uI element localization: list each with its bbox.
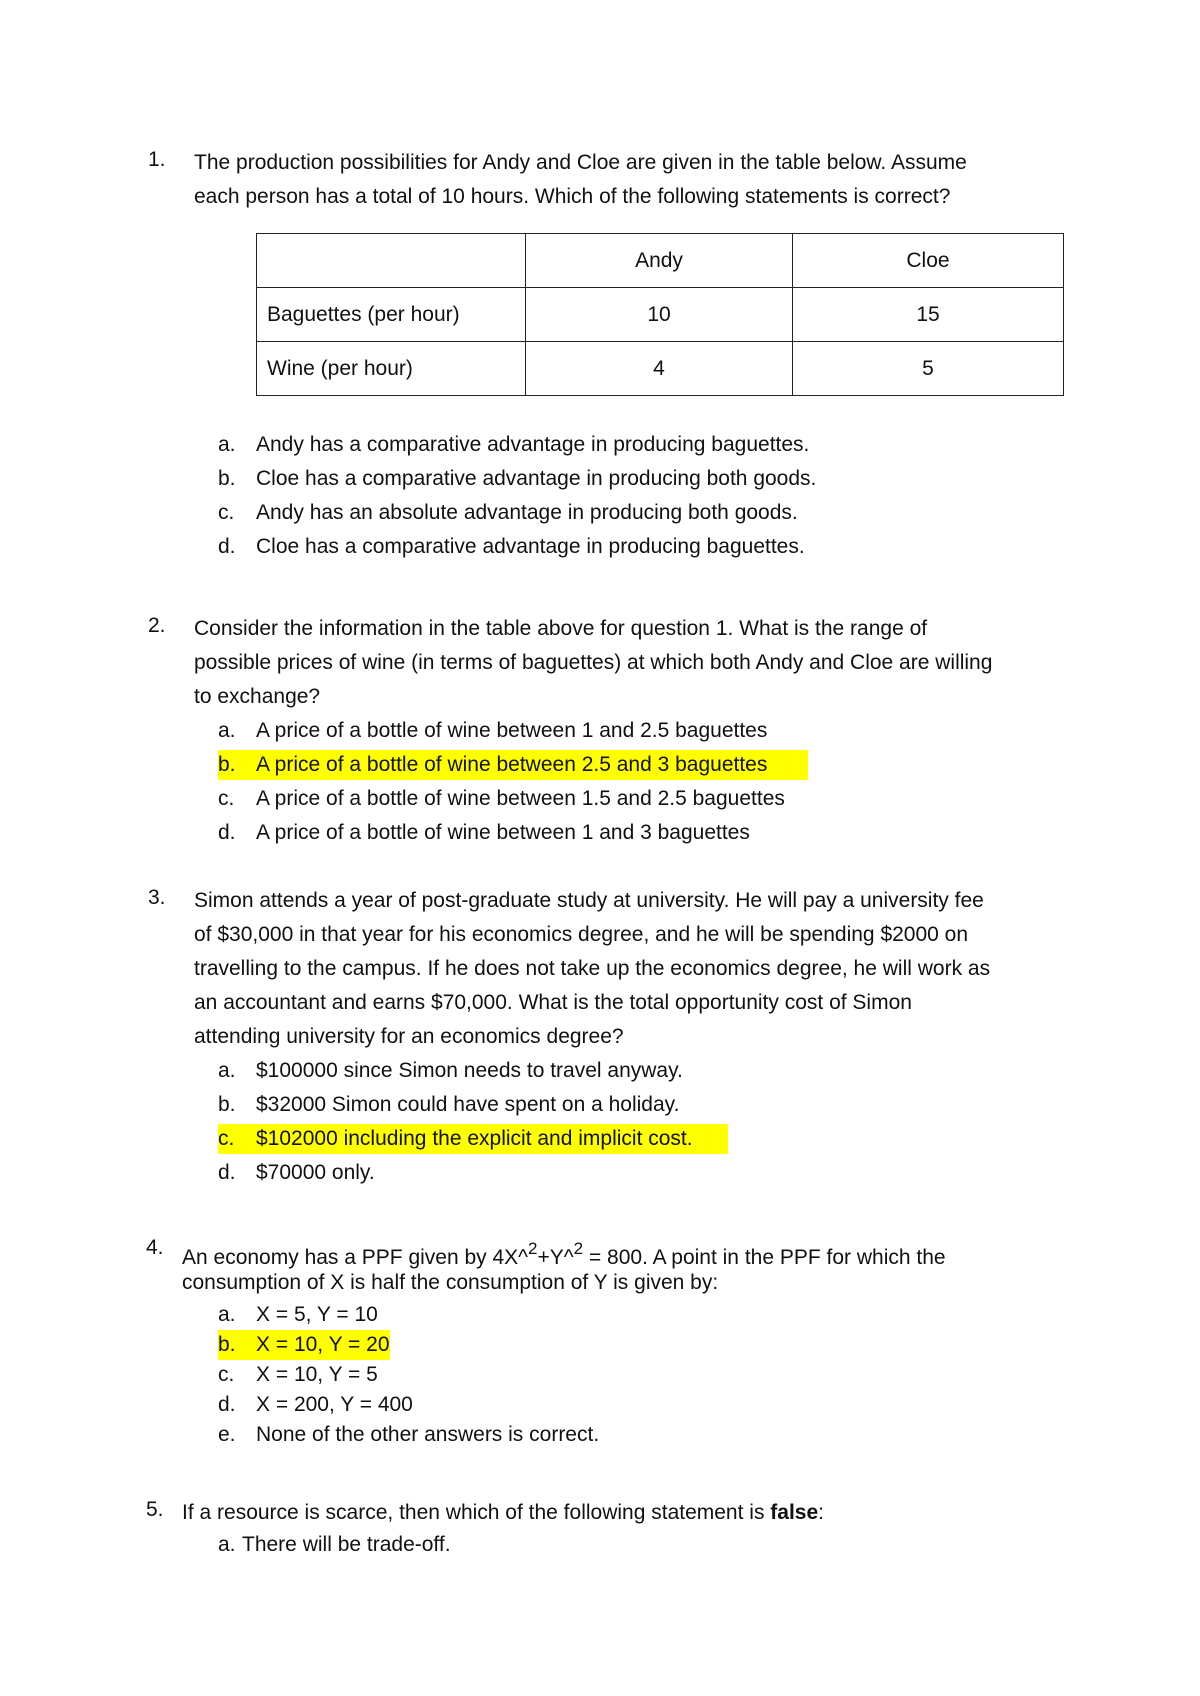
question-number: 3. bbox=[148, 886, 166, 909]
question-number: 2. bbox=[148, 614, 166, 637]
table-header-cell: Andy bbox=[526, 234, 793, 288]
production-table bbox=[256, 233, 1064, 396]
table-cell: Baguettes (per hour) bbox=[257, 288, 526, 342]
emphasis-false: false bbox=[770, 1501, 819, 1524]
question-text: each person has a total of 10 hours. Which of the following statements is correct? bbox=[194, 185, 951, 208]
table-row bbox=[257, 342, 1064, 396]
table-header-cell bbox=[257, 234, 526, 288]
question-text: to exchange? bbox=[194, 685, 321, 708]
question-text: travelling to the campus. If he does not take up the economics degree, he will work as bbox=[194, 957, 991, 980]
question-text: of $30,000 in that year for his economics degree, and he will be spending $2000 on bbox=[194, 923, 969, 946]
question-text: Consider the information in the table above for question 1. What is the range of bbox=[194, 617, 928, 640]
question-text: Simon attends a year of post-graduate study at university. He will pay a university fee bbox=[194, 889, 984, 912]
question-number: 4. bbox=[146, 1236, 164, 1259]
table-cell: 4 bbox=[526, 342, 793, 396]
table-header-cell: Cloe bbox=[793, 234, 1064, 288]
table-header-row bbox=[257, 234, 1064, 288]
question-text: The production possibilities for Andy and Cloe are given in the table below. Assume bbox=[194, 151, 967, 174]
question-number: 1. bbox=[148, 148, 166, 171]
document-page: 1. The production possibilities for Andy and Cloe are given in the table below. Assume each person has a total of 10 hours. Which of the following statements is correct? Andy Cloe Baguettes (per hour) 10 15 Wine (per hour) 4 5 a. Andy has a comparative advantage in producing baguettes. b. Cloe has a comparative advantage in producing both goods. c. Andy has an absolute advantage in producing both goods. d. Cloe has a comparative advantage in producing baguettes. 2. Consider the information in the table above for question 1. What is the range of possible prices of wine (in terms of baguettes) at which both Andy and Cloe are willing to exchange? a. A price of a bottle of wine between 1 and 2.5 baguettes b. A price of a bottle of wine between 2.5 and 3 baguettes c. A price of a bottle of wine between 1.5 and 2.5 baguettes d. A price of a bottle of wine between 1 and 3 baguettes 3. Simon attends a year of post-graduate study at university. He will pay a university fee of $30,000 in that year for his economics degree, and he will be spending $2000 on travelling to the campus. If he does not take up the economics degree, he will work as an accountant and earns $70,000. What is the total opportunity cost of Simon attending university for an economics degree? a. $100000 since Simon needs to travel anyway. b. $32000 Simon could have spent on a holiday. c. $102000 including the explicit and implicit cost. d. $70000 only. 4. An economy has a PPF given by 4X^$^2$+Y^$^2$ = 800. A point in the PPF for which the consumption of X is half the consumption of Y is given by: a. X = 5, Y = 10 b. X = 10, Y = 20 c. X = 10, Y = 5 d. X = 200, Y = 400 e. None of the other answers is correct. 5. If a resource is scarce, then which of the following statement is false: a. There will be trade-off. bbox=[0, 0, 1200, 1696]
question-text: possible prices of wine (in terms of baguettes) at which both Andy and Cloe are willing bbox=[194, 651, 993, 674]
question-text: an accountant and earns $70,000. What is the total opportunity cost of Simon bbox=[194, 991, 912, 1014]
question-text: If a resource is scarce, then which of the following statement is false: bbox=[182, 1501, 824, 1524]
question-text: An economy has a PPF given by 4X^$^2$+Y^$^2$ = 800. A point in the PPF for which the bbox=[182, 1239, 946, 1269]
table-row bbox=[257, 288, 1064, 342]
table-cell: 15 bbox=[793, 288, 1064, 342]
table-cell: Wine (per hour) bbox=[257, 342, 526, 396]
table-cell: 5 bbox=[793, 342, 1064, 396]
question-text: consumption of X is half the consumption of Y is given by: bbox=[182, 1271, 719, 1294]
question-text: attending university for an economics degree? bbox=[194, 1025, 624, 1048]
question-number: 5. bbox=[146, 1498, 164, 1521]
table-cell: 10 bbox=[526, 288, 793, 342]
